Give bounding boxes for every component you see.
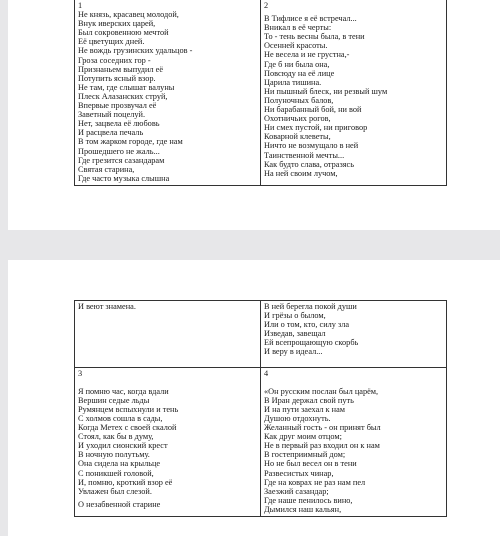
poem-table-1 [74, 0, 447, 186]
stanza-lines [78, 500, 257, 509]
stanza-cell-3 [75, 367, 261, 516]
poem-line: И на пути заехал к нам [264, 404, 346, 414]
stanza-cell-1 [75, 0, 261, 185]
poem-line: Увлажен был слезой. [78, 486, 152, 496]
poem-line: Плеск Алазанских струй, [78, 91, 168, 101]
poem-line: Стоял, как бы в думу, [78, 432, 154, 442]
stanza-number: 1 [78, 1, 83, 10]
poem-line: Где часто музыка слышна [78, 173, 170, 183]
poem-line: Прошедшего не жаль... [78, 146, 160, 156]
stanza-lines [78, 387, 257, 496]
poem-line: Как будто слава, отразясь [264, 159, 355, 169]
poem-line: Где б ни была она, [264, 59, 330, 69]
poem-line: Повсюду на её лице [264, 68, 335, 78]
document-page-2 [8, 260, 500, 536]
table-row [75, 0, 447, 185]
poem-line: В Тифлисе я её встречал... [264, 14, 357, 24]
poem-line: То - тень весны была, в тени [264, 32, 365, 42]
poem-line: Не вождь грузинских удальцов - [78, 46, 193, 56]
poem-line: Развесистых чинар, [264, 468, 334, 478]
poem-line: Охотничьих рогов, [264, 114, 331, 124]
poem-line: Был сокровенною мечтой [78, 28, 169, 38]
poem-line: Ей всепрощающую скорбь [264, 338, 359, 348]
stanza-number: 3 [78, 368, 83, 378]
poem-line: В Иран держал свой путь [264, 395, 354, 405]
poem-line: И веру в идеал... [264, 347, 323, 357]
poem-line: Изведав, завещал [264, 329, 326, 339]
poem-line: И грёзы о былом, [264, 311, 326, 321]
table-row [75, 367, 447, 516]
poem-table-2 [74, 300, 447, 517]
stanza-number: 2 [264, 1, 269, 10]
poem-line: И уходил сионский крест [78, 441, 168, 451]
stanza-lines [78, 302, 257, 311]
stanza-lines [264, 14, 443, 178]
poem-line: Не в первый раз входил он к нам [264, 441, 380, 451]
stanza-lines [264, 387, 443, 514]
poem-line: Не весела и не грустна,- [264, 50, 350, 60]
poem-line: Коварной клеветы, [264, 132, 331, 142]
poem-line: Святая старина, [78, 164, 135, 174]
poem-line: Её цветущих дней. [78, 37, 145, 47]
stanza-number: 4 [264, 368, 269, 378]
poem-line: И веют знамена. [78, 302, 136, 311]
poem-line: Когда Метех с своей скалой [78, 423, 177, 433]
poem-line: В том жарком городе, где нам [78, 137, 183, 147]
poem-line: На ней своим лучом, [264, 168, 338, 178]
stanza-cell-4 [261, 367, 447, 516]
document-page-1 [8, 0, 500, 230]
poem-line: Где грезится сазандарам [78, 155, 165, 165]
poem-line: Царила тишина. [264, 77, 322, 87]
poem-line: Впервые прозвучал её [78, 101, 157, 111]
stanza-lines [78, 10, 257, 183]
poem-line: Таинственной мечты... [264, 150, 345, 160]
poem-line: Не князь, красавец молодой, [78, 10, 179, 20]
poem-line: С холмов сошла в сады, [78, 413, 163, 423]
poem-line: Заветный поцелуй. [78, 110, 146, 120]
poem-line: Где на коврах не раз нам пел [264, 477, 366, 487]
stanza-lines [264, 302, 443, 357]
poem-line: Ни пышный блеск, ни резвый шум [264, 86, 388, 96]
poem-line: Осенней красоты. [264, 41, 328, 51]
poem-line: Признаньем выпудил её [78, 64, 164, 74]
poem-line: И расцвела печаль [78, 128, 144, 138]
poem-line: И, помню, кроткий взор её [78, 477, 173, 487]
poem-line: О незабвенной старине [78, 499, 161, 509]
poem-line: Ничто не возмущало в ней [264, 141, 359, 151]
poem-line: Где наше пенилось вино, [264, 495, 353, 505]
poem-line: В гостеприимный дом; [264, 450, 346, 460]
poem-line: Желанный гость - он принят был [264, 423, 381, 433]
poem-line: Заезжий сазандар; [264, 486, 329, 496]
poem-line: Она сидела на крыльце [78, 459, 161, 469]
poem-line: Дымился наш кальян, [264, 504, 342, 514]
poem-line: «Он русским послан был царём, [264, 386, 379, 396]
continuation-cell-1 [75, 301, 261, 368]
poem-line: Полуночных балов, [264, 95, 334, 105]
continuation-cell-2 [261, 301, 447, 368]
poem-line: Не там, где слышат валуны [78, 82, 175, 92]
poem-line: Румянцем вспыхнули и тень [78, 404, 179, 414]
poem-line: Душою отдохнуть. [264, 413, 331, 423]
poem-line: Я помню час, когда вдали [78, 386, 169, 396]
poem-line: Как друг моим отцом; [264, 432, 342, 442]
poem-line: В ночную полутьму. [78, 450, 150, 460]
poem-line: Или о том, кто, силу зла [264, 320, 350, 330]
poem-line: Но не был весел он в тени [264, 459, 357, 469]
poem-line: В ней берегла покой души [264, 302, 357, 311]
poem-line: Ни смех пустой, ни приговор [264, 123, 368, 133]
poem-line: Ни барабанный бой, ни вой [264, 105, 362, 115]
poem-line: Внук иверских царей, [78, 19, 156, 29]
poem-line: Вершин седые льды [78, 395, 150, 405]
table-row [75, 301, 447, 368]
poem-line: Гроза соседних гор - [78, 55, 151, 65]
poem-line: Потупить ясный взор. [78, 73, 156, 83]
poem-line: Вникал в её черты: [264, 23, 332, 33]
poem-line: С поникшей головой, [78, 468, 154, 478]
poem-line: Нет, зацвела её любовь [78, 119, 160, 129]
stanza-cell-2 [261, 0, 447, 185]
